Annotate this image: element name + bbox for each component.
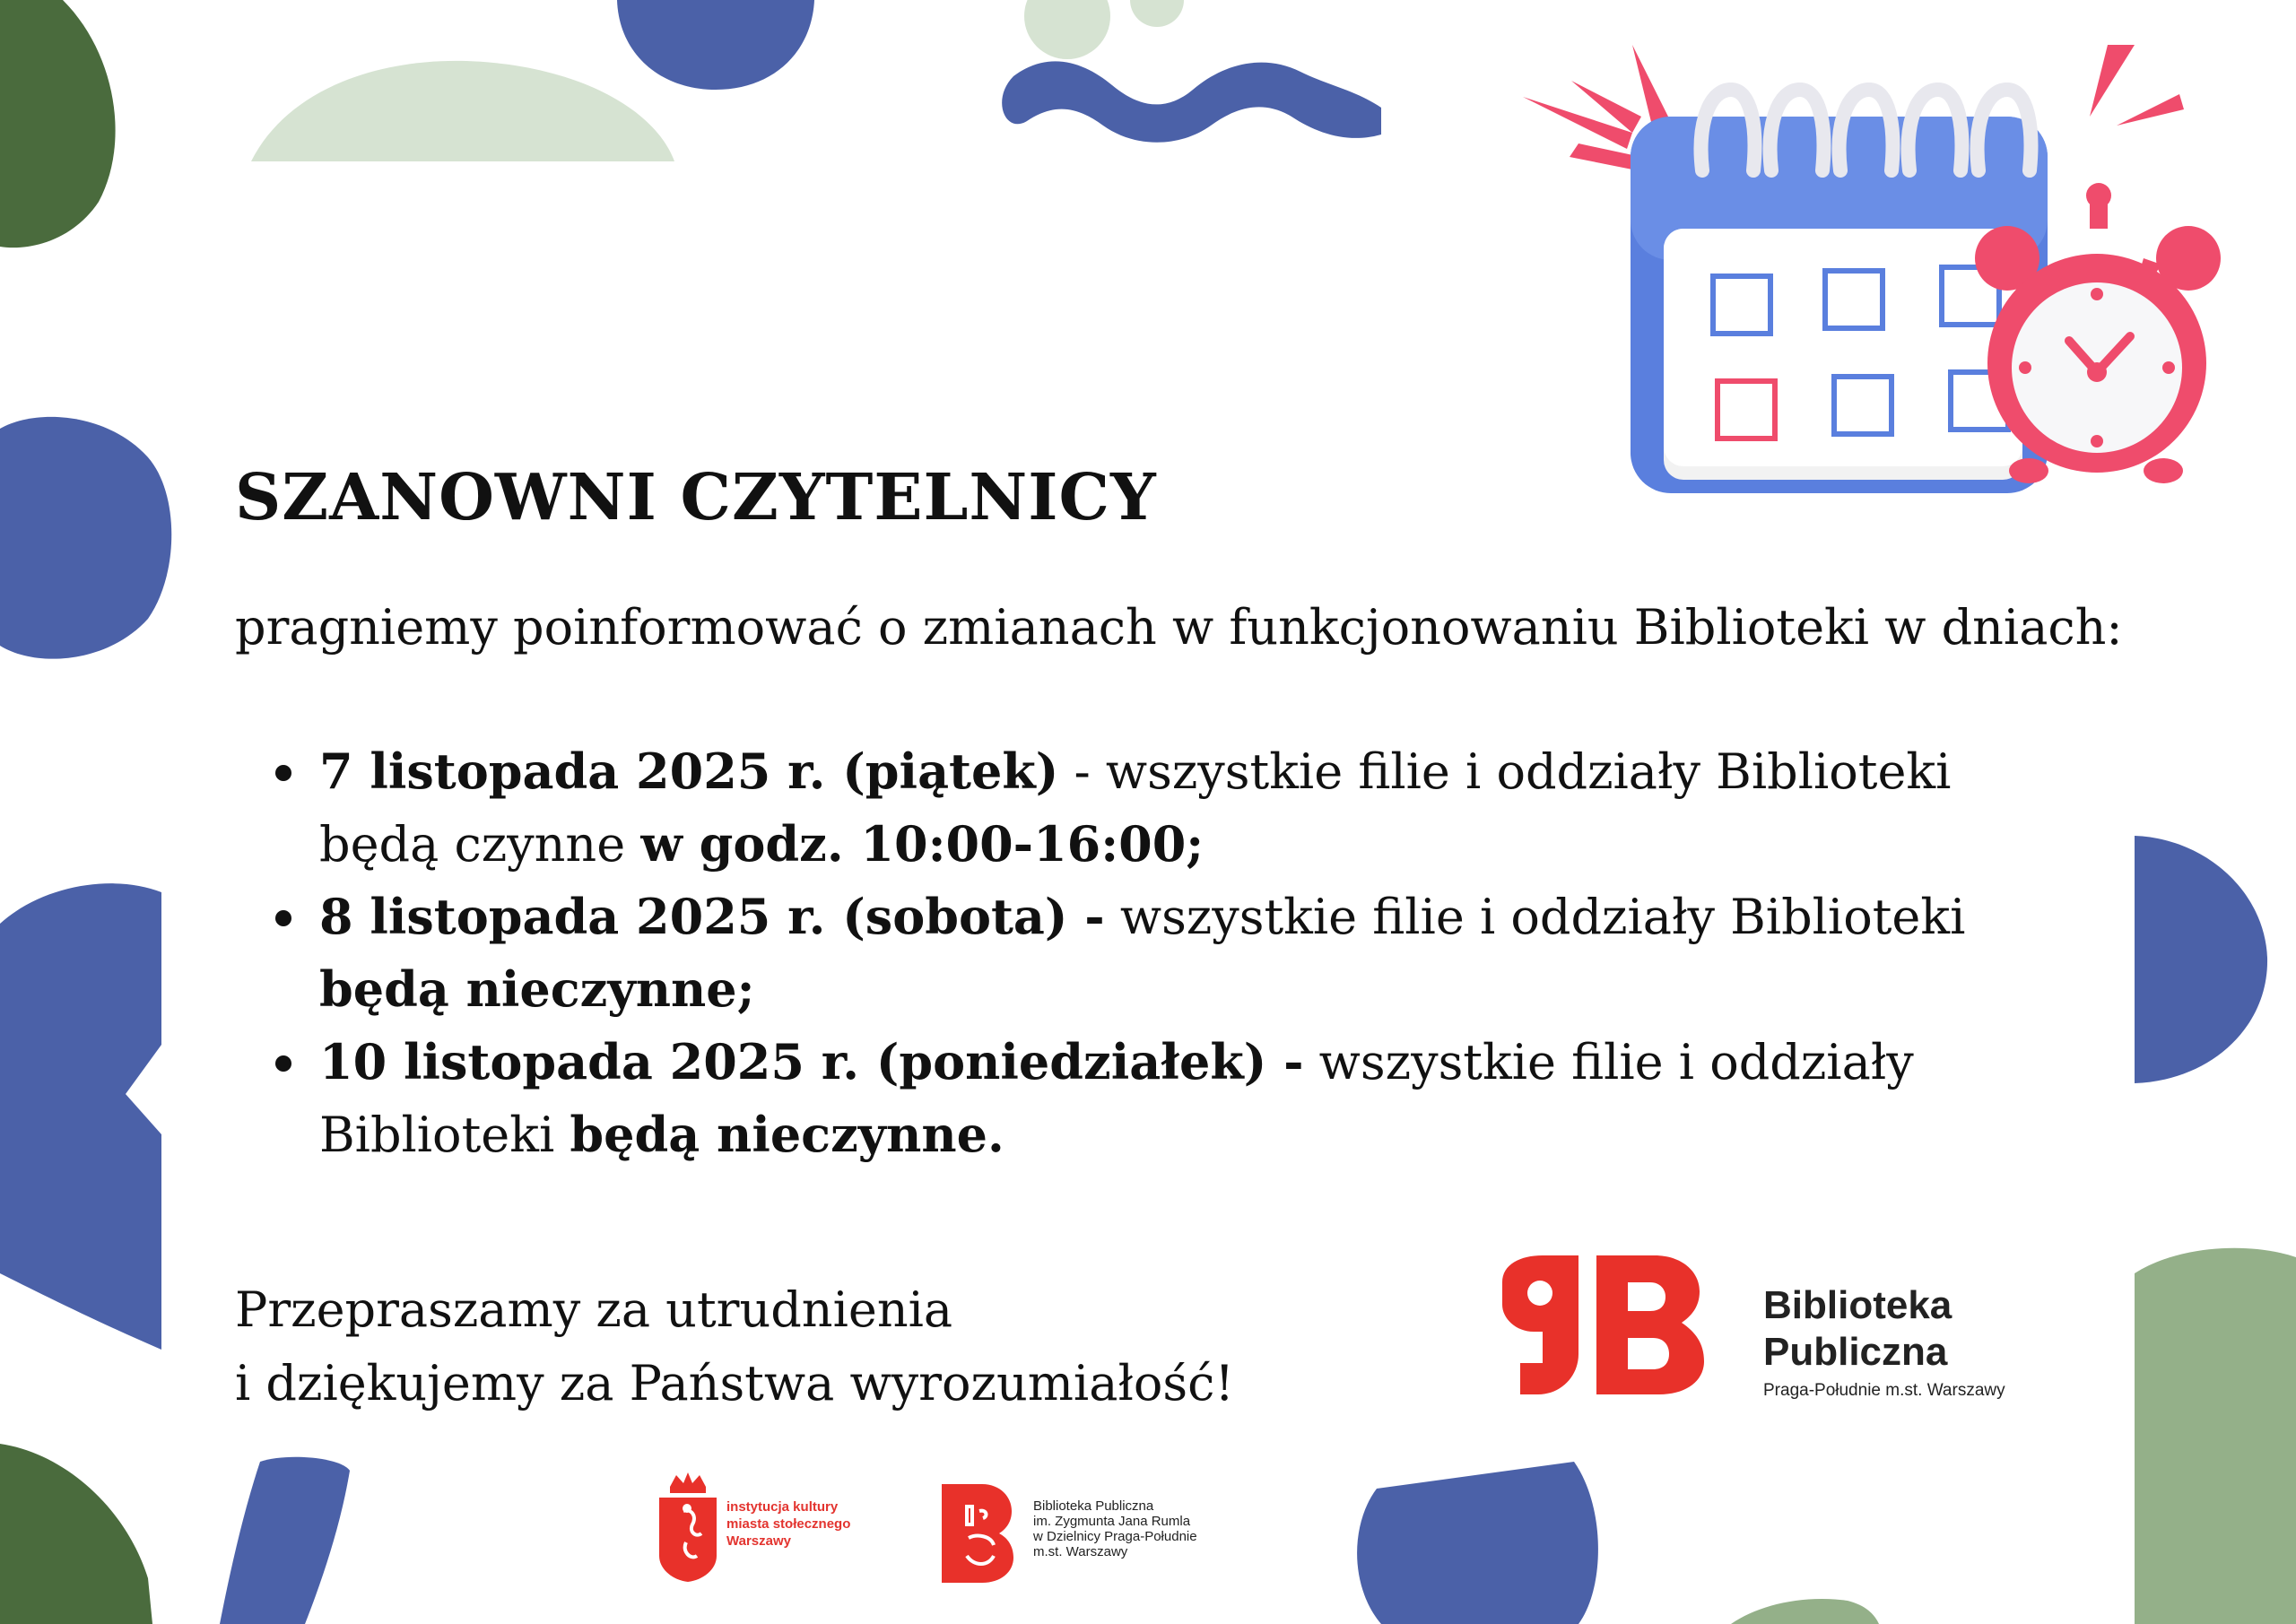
decor-light-green-circle-small	[1130, 0, 1184, 27]
decor-blue-semicircle-bottom	[1357, 1462, 1598, 1624]
decor-green-blob-top-left	[0, 0, 116, 248]
date-status: będą nieczynne;	[319, 960, 755, 1018]
library-logo-icon	[1493, 1255, 1726, 1399]
institution-line-3: Warszawy	[726, 1533, 791, 1549]
decor-blue-half-circle-right	[2135, 836, 2267, 1083]
brand-name-line-1: Biblioteka	[1763, 1283, 1952, 1327]
decor-sage-bump-bottom	[1731, 1599, 1879, 1624]
bullet-icon	[275, 1055, 291, 1072]
library-patron-caption	[1033, 1498, 1197, 1559]
closing-line-2: i dziękujemy za Państwa wyrozumiałość!	[235, 1355, 1235, 1411]
decor-blue-leaf-bottom	[220, 1457, 350, 1624]
date-description: wszystkie filie i oddziały Biblioteki	[319, 1034, 1914, 1163]
date-status: będą nieczynne.	[570, 1106, 1004, 1163]
closing-line-1: Przepraszamy za utrudnienia	[235, 1281, 953, 1338]
decor-blue-blob-left	[0, 883, 161, 1350]
date-hours: w godz. 10:00-16:00;	[640, 815, 1205, 873]
decor-green-blob-bottom-left	[0, 1444, 152, 1624]
decor-light-green-dome	[251, 61, 674, 161]
decor-blue-semicircle-top	[617, 0, 814, 90]
closing-text	[235, 1273, 1234, 1420]
list-item	[235, 881, 2023, 1026]
bullet-icon	[275, 765, 291, 781]
date-description: - wszystkie filie i oddziały Biblioteki będą czynne	[319, 743, 1952, 873]
date-label: 7 listopada 2025 r. (piątek)	[319, 743, 1059, 800]
library-caption-line-2: im. Zygmunta Jana Rumla	[1033, 1514, 1191, 1529]
calendar-icon	[1498, 27, 2251, 565]
bullet-icon	[275, 910, 291, 926]
decor-light-green-circle	[1024, 0, 1110, 59]
library-caption-line-1: Biblioteka Publiczna	[1033, 1498, 1154, 1514]
library-caption-line-3: w Dzielnicy Praga-Południe	[1033, 1529, 1197, 1544]
library-caption-line-4: m.st. Warszawy	[1033, 1544, 1128, 1559]
institution-line-1: instytucja kultury	[726, 1499, 839, 1515]
institution-caption	[726, 1498, 850, 1550]
decor-blue-half-circle-left	[0, 417, 171, 659]
page-title: SZANOWNI CZYTELNICY	[235, 459, 1157, 534]
institution-line-2: miasta stołecznego	[726, 1516, 851, 1532]
decor-blue-wave	[1002, 61, 1381, 142]
date-list	[235, 735, 1993, 1171]
list-item	[235, 735, 2023, 881]
date-description: wszystkie filie i oddziały Biblioteki	[1104, 889, 1966, 945]
brand-name-line-2: Publiczna	[1763, 1330, 1948, 1374]
decor-sage-blob-right	[2135, 1248, 2296, 1624]
date-label: 8 listopada 2025 r. (sobota) -	[319, 888, 1105, 945]
intro-text: pragniemy poinformować o zmianach w funkcjonowaniu Biblioteki w dniach:	[235, 599, 2123, 656]
list-item	[235, 1026, 2023, 1171]
warsaw-coat-of-arms-icon	[657, 1471, 719, 1583]
library-brand	[1763, 1282, 2005, 1401]
brand-subtitle: Praga-Południe m.st. Warszawy	[1763, 1381, 2005, 1400]
date-label: 10 listopada 2025 r. (poniedziałek) -	[319, 1033, 1304, 1090]
library-patron-logo-icon	[942, 1484, 1015, 1583]
